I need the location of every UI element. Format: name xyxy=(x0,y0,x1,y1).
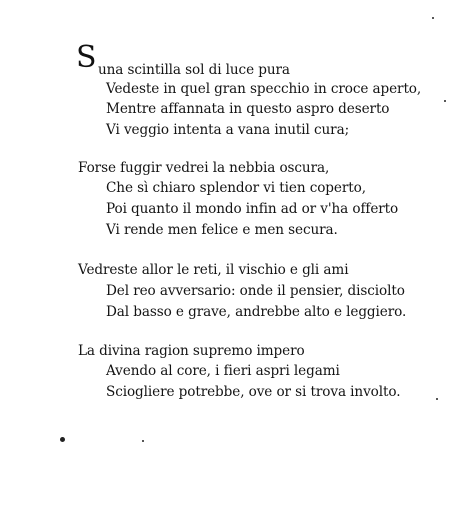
stanza1-line4: Vi veggio intenta a vana inutil cura; xyxy=(106,122,350,138)
stanza3-line3: Dal basso e grave, andrebbe alto e leggiero. xyxy=(106,304,407,320)
stanza1-line3: Mentre affannata in questo aspro deserto xyxy=(106,101,390,117)
ink-speck xyxy=(436,398,438,400)
stanza2-line2: Che sì chiaro splendor vi tien coperto, xyxy=(106,180,366,196)
stanza4-line2: Avendo al core, i fieri aspri legami xyxy=(106,363,340,379)
stanza2-line3: Poi quanto il mondo infin ad or v'ha offerto xyxy=(106,201,399,217)
drop-cap-initial: S xyxy=(76,40,97,75)
stanza1-line1: una scintilla sol di luce pura xyxy=(98,62,290,78)
stanza2-line4: Vi rende men felice e men secura. xyxy=(106,222,338,238)
ink-speck xyxy=(444,100,446,102)
stanza3-line2: Del reo avversario: onde il pensier, disciolto xyxy=(106,283,405,299)
stanza4-line1: La divina ragion supremo impero xyxy=(78,343,305,359)
stanza4-line3: Sciogliere potrebbe, ove or si trova involto. xyxy=(106,384,401,400)
ink-speck xyxy=(142,440,144,442)
stanza3-line1: Vedreste allor le reti, il vischio e gli ami xyxy=(78,262,349,278)
stanza2-line1: Forse fuggir vedrei la nebbia oscura, xyxy=(78,160,330,176)
stanza1-line2: Vedeste in quel gran specchio in croce aperto, xyxy=(106,81,422,97)
ink-speck xyxy=(432,17,434,19)
ink-speck xyxy=(60,437,65,442)
